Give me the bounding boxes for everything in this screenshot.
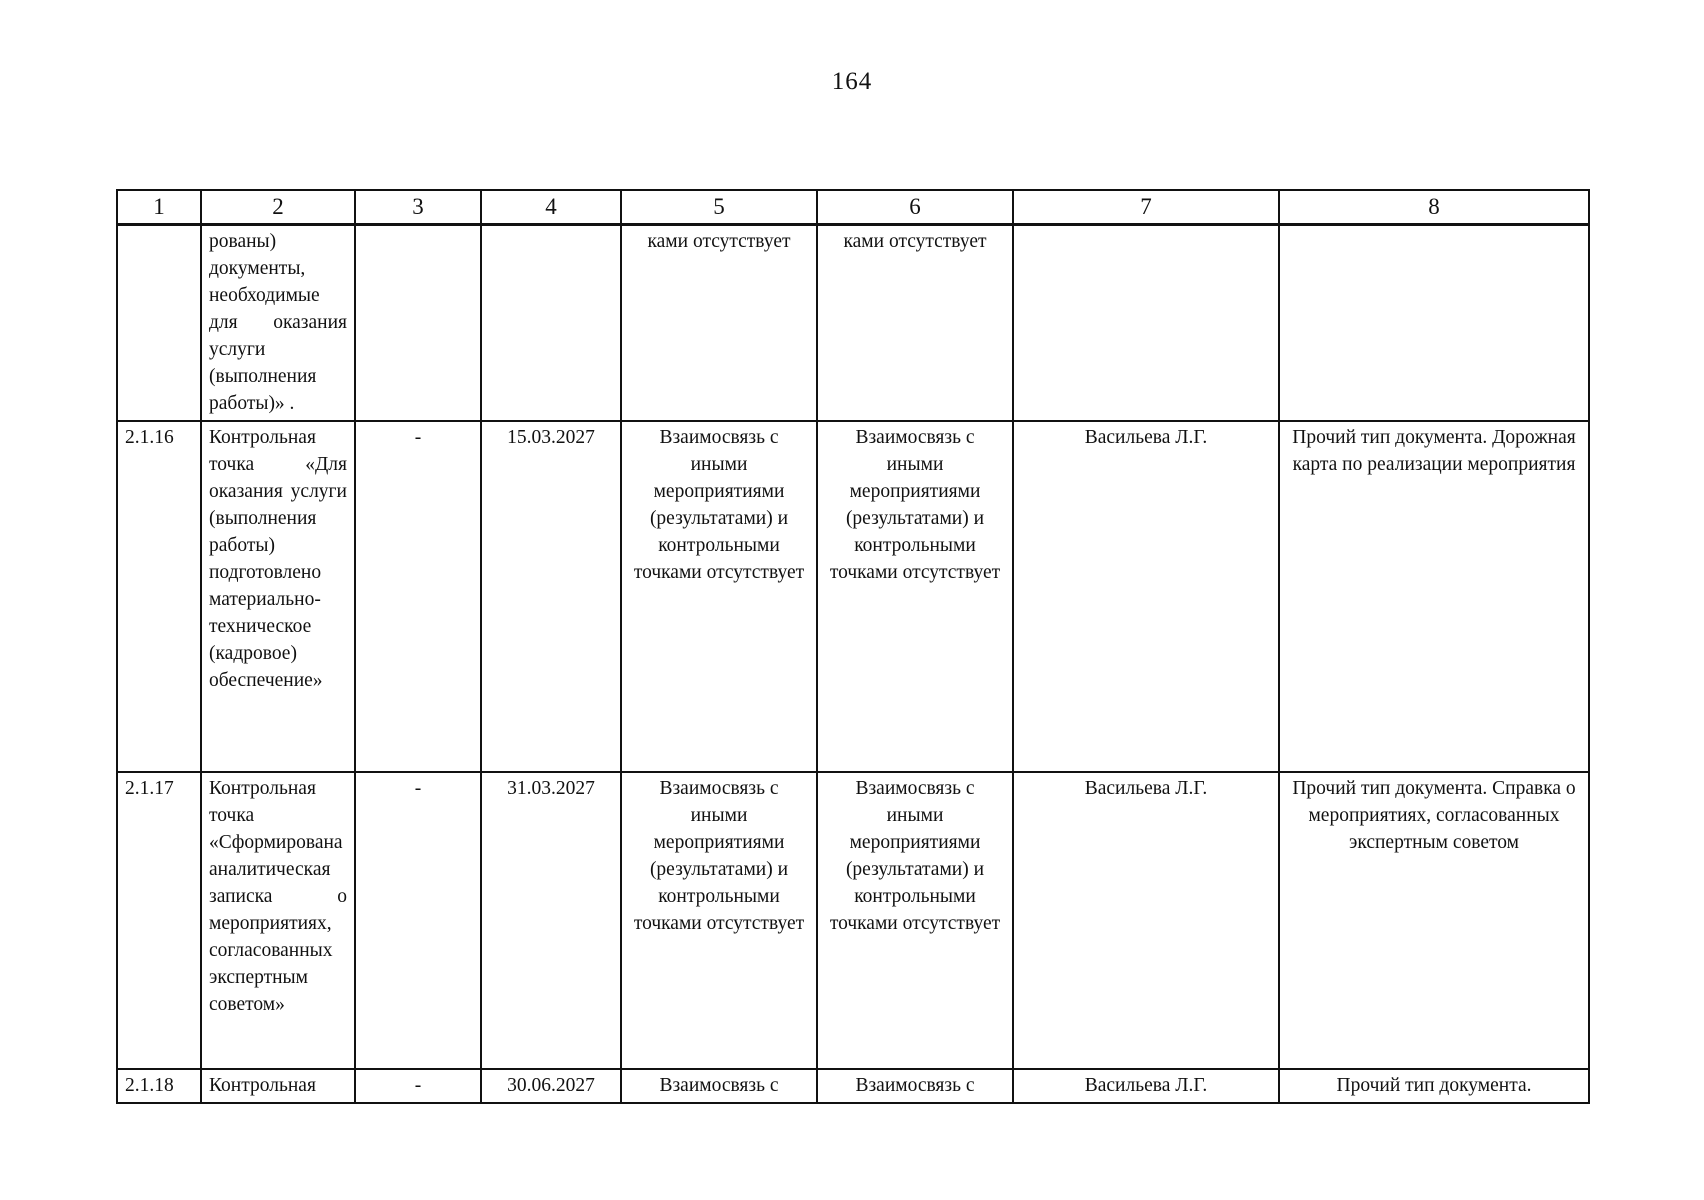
cell-col5: Взаимосвязь с <box>621 1069 817 1103</box>
cell-col3: - <box>355 421 481 772</box>
column-header-3: 3 <box>355 190 481 225</box>
cell-document: Прочий тип документа. Справка о мероприятиях, согласованных экспертным советом <box>1279 772 1589 1069</box>
continuation-row <box>117 225 1589 422</box>
column-header-1: 1 <box>117 190 201 225</box>
cell-col6: ками отсутствует <box>817 225 1013 422</box>
cell-date <box>481 225 621 422</box>
cell-date: 30.06.2027 <box>481 1069 621 1103</box>
cell-document <box>1279 225 1589 422</box>
column-header-2: 2 <box>201 190 355 225</box>
measures-table <box>116 189 1590 1104</box>
cell-responsible: Васильева Л.Г. <box>1013 1069 1279 1103</box>
cell-date: 15.03.2027 <box>481 421 621 772</box>
cell-num: 2.1.16 <box>117 421 201 772</box>
column-header-8: 8 <box>1279 190 1589 225</box>
cell-name: Контрольная точка «Сформирована аналитическая записка о мероприятиях, согласованных экспертным советом» <box>201 772 355 1069</box>
cell-col5: Взаимосвязь с иными мероприятиями (результатами) и контрольными точками отсутствует <box>621 772 817 1069</box>
column-number-row <box>117 190 1589 225</box>
cell-col5: Взаимосвязь с иными мероприятиями (результатами) и контрольными точками отсутствует <box>621 421 817 772</box>
cell-num <box>117 225 201 422</box>
cell-responsible: Васильева Л.Г. <box>1013 772 1279 1069</box>
cell-col3 <box>355 225 481 422</box>
cell-col3: - <box>355 1069 481 1103</box>
cell-col5: ками отсутствует <box>621 225 817 422</box>
cell-responsible: Васильева Л.Г. <box>1013 421 1279 772</box>
table-row <box>117 772 1589 1069</box>
cell-num: 2.1.18 <box>117 1069 201 1103</box>
cell-col6: Взаимосвязь с <box>817 1069 1013 1103</box>
column-header-4: 4 <box>481 190 621 225</box>
table-row <box>117 1069 1589 1103</box>
cell-col3: - <box>355 772 481 1069</box>
cell-document: Прочий тип документа. Дорожная карта по реализации мероприятия <box>1279 421 1589 772</box>
column-header-7: 7 <box>1013 190 1279 225</box>
column-header-6: 6 <box>817 190 1013 225</box>
cell-col6: Взаимосвязь с иными мероприятиями (результатами) и контрольными точками отсутствует <box>817 421 1013 772</box>
cell-col6: Взаимосвязь с иными мероприятиями (результатами) и контрольными точками отсутствует <box>817 772 1013 1069</box>
cell-responsible <box>1013 225 1279 422</box>
cell-name: рованы) документы, необходимые для оказания услуги (выполнения работы)» . <box>201 225 355 422</box>
table-row <box>117 421 1589 772</box>
cell-name: Контрольная точка «Для оказания услуги (выполнения работы) подготовлено материально-техническое (кадровое) обеспечение» <box>201 421 355 772</box>
cell-num: 2.1.17 <box>117 772 201 1069</box>
cell-date: 31.03.2027 <box>481 772 621 1069</box>
page-number: 164 <box>831 68 873 95</box>
cell-document: Прочий тип документа. <box>1279 1069 1589 1103</box>
column-header-5: 5 <box>621 190 817 225</box>
cell-name: Контрольная <box>201 1069 355 1103</box>
